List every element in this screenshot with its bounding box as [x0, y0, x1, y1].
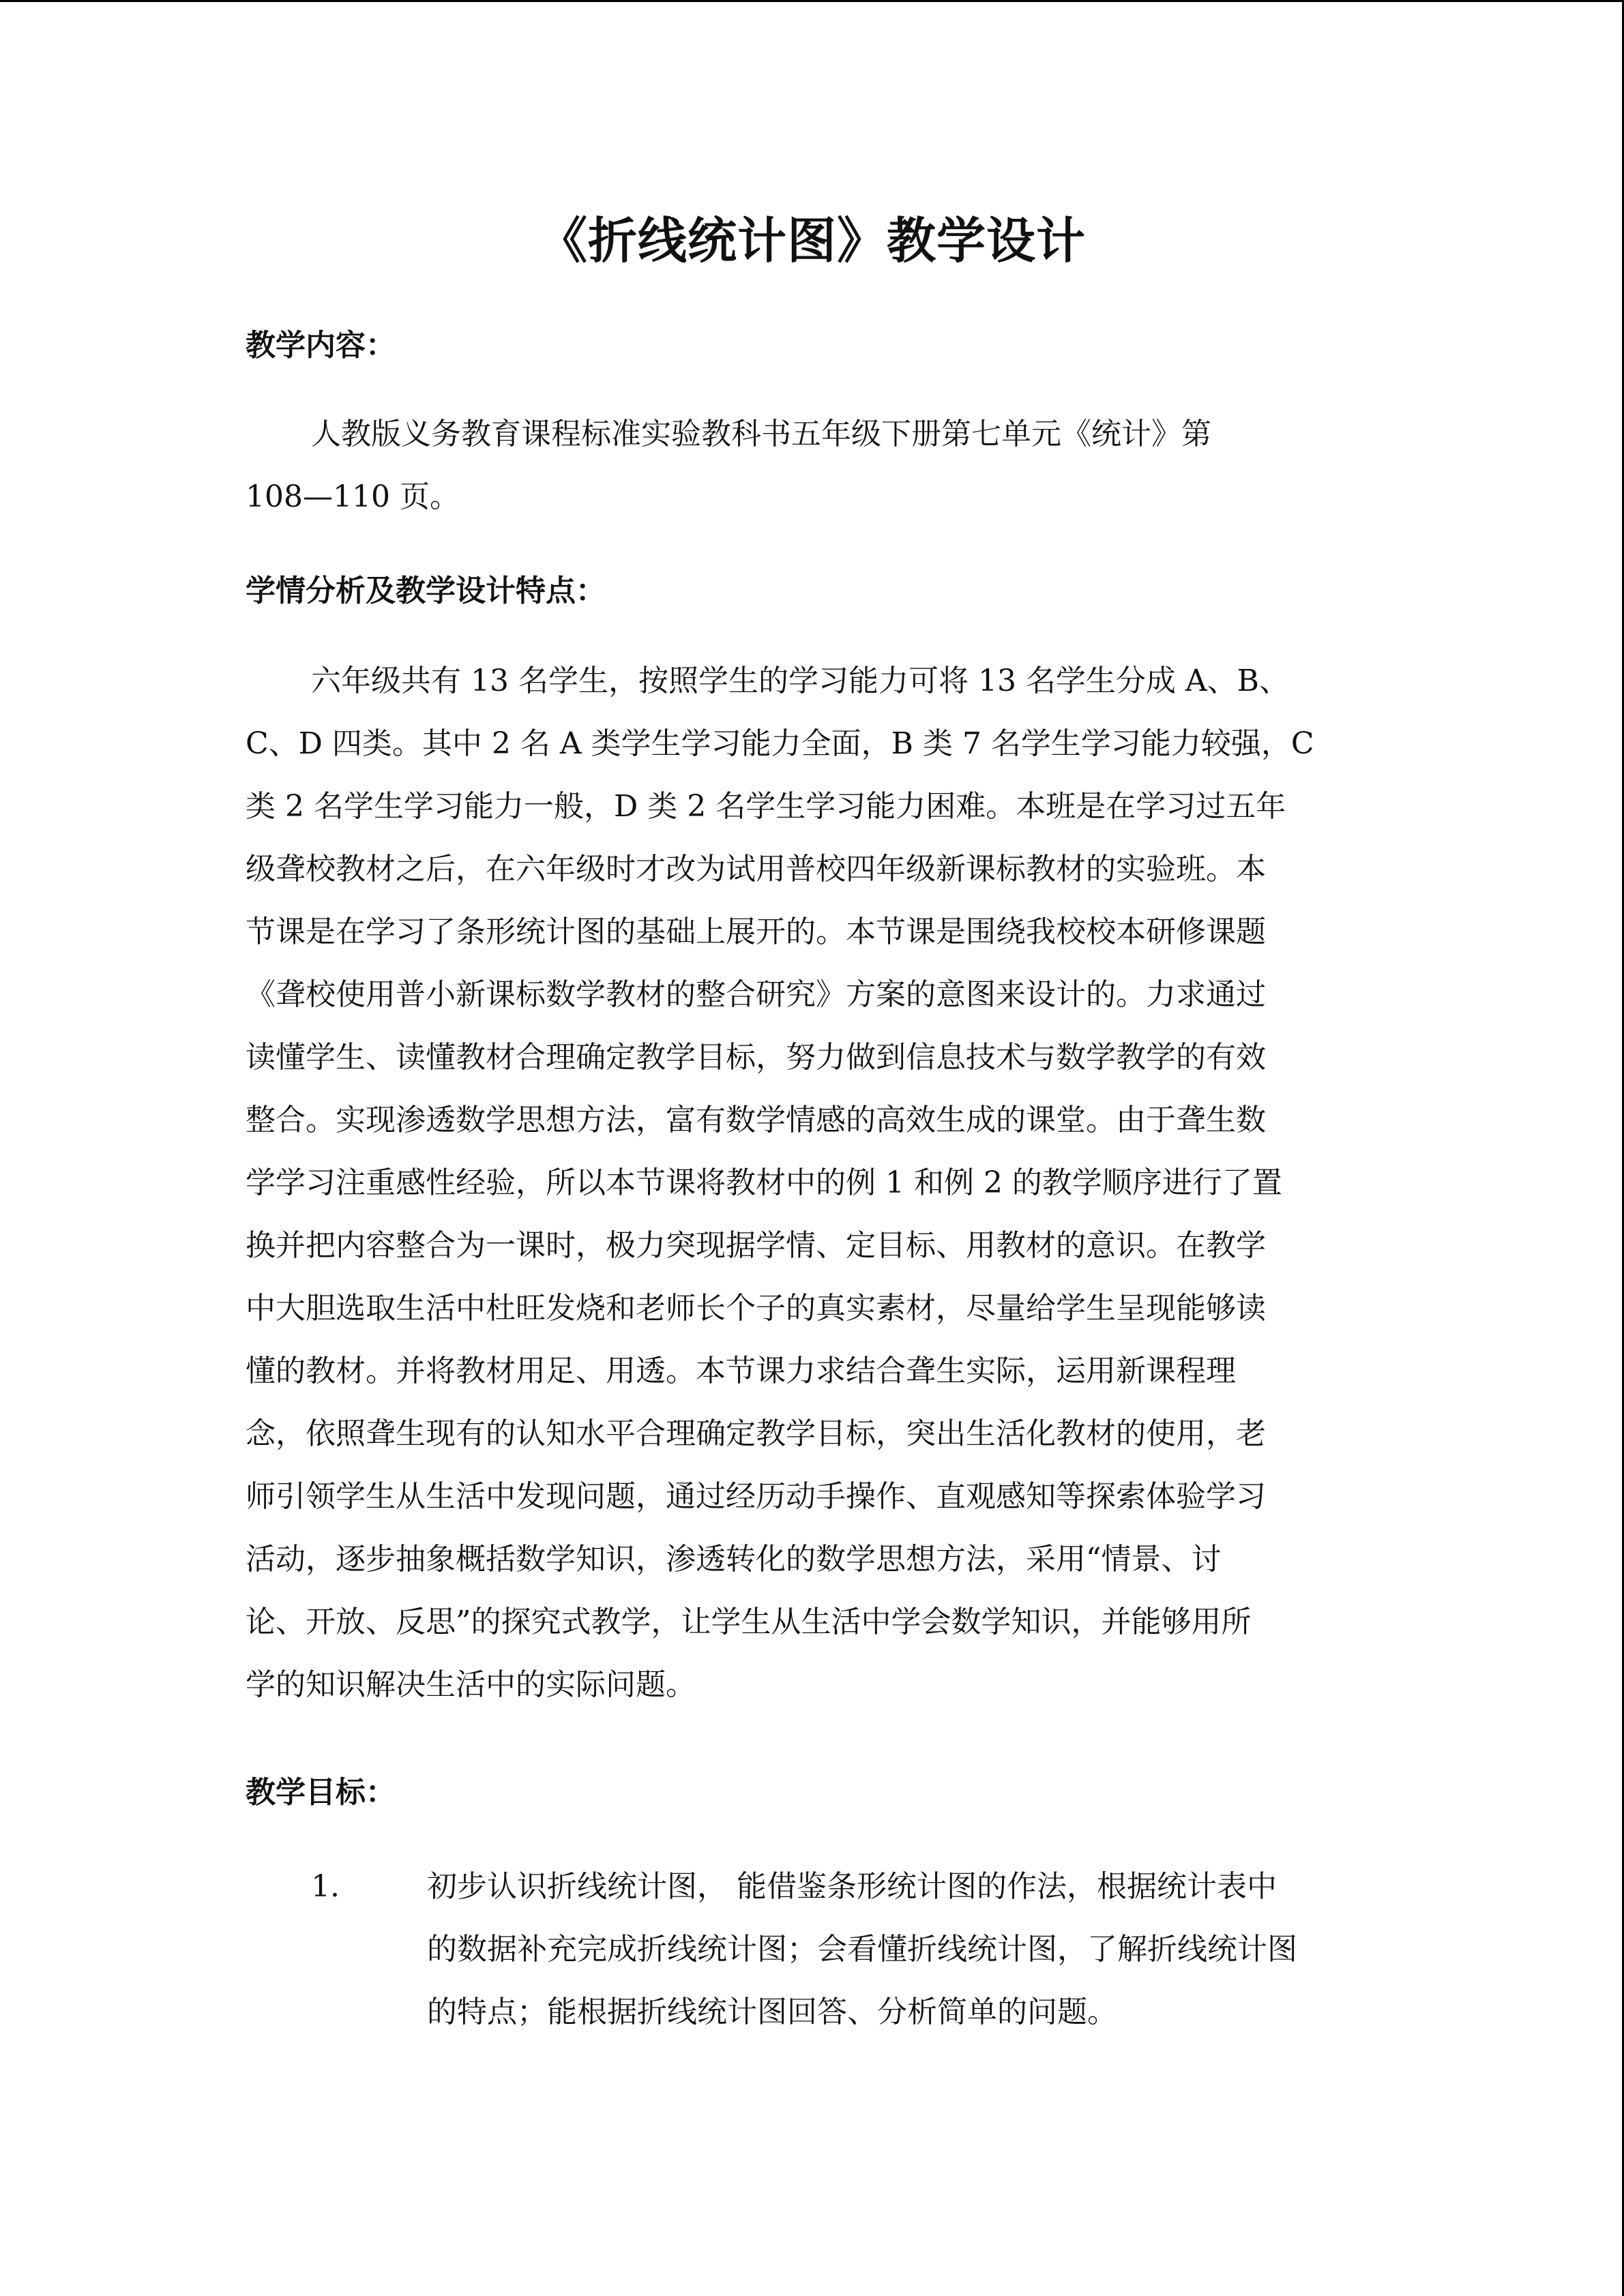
analysis-line: 师引领学生从生活中发现问题，通过经历动手操作、直观感知等探索体验学习	[246, 1479, 1266, 1514]
section-heading-goals: 教学目标：	[246, 1775, 396, 1810]
analysis-line: 级聋校教材之后，在六年级时才改为试用普校四年级新课标教材的实验班。本	[246, 852, 1266, 886]
analysis-line: 论、开放、反思”的探究式教学，让学生从生活中学会数学知识，并能够用所	[246, 1605, 1252, 1639]
goal-item-line: 初步认识折线统计图， 能借鉴条形统计图的作法，根据统计表中	[427, 1869, 1277, 1904]
content-line: 人教版义务教育课程标准实验教科书五年级下册第七单元《统计》第	[311, 417, 1211, 451]
analysis-line: 节课是在学习了条形统计图的基础上展开的。本节课是围绕我校校本研修课题	[246, 914, 1266, 949]
analysis-line: 中大胆选取生活中杜旺发烧和老师长个子的真实素材，尽量给学生呈现能够读	[246, 1291, 1266, 1326]
analysis-line: 念，依照聋生现有的认知水平合理确定教学目标，突出生活化教材的使用，老	[246, 1416, 1266, 1451]
content-line: 108—110 页。	[246, 479, 460, 514]
analysis-line: 读懂学生、读懂教材合理确定教学目标，努力做到信息技术与数学教学的有效	[246, 1040, 1266, 1075]
analysis-line: 类 2 名学生学习能力一般，D 类 2 名学生学习能力困难。本班是在学习过五年	[246, 789, 1286, 824]
goal-item-number: 1.	[311, 1869, 340, 1904]
analysis-line: 换并把内容整合为一课时，极力突现据学情、定目标、用教材的意识。在教学	[246, 1228, 1266, 1263]
analysis-line: C、D 四类。其中 2 名 A 类学生学习能力全面，B 类 7 名学生学习能力较强，C	[246, 726, 1314, 761]
goal-item-line: 的特点；能根据折线统计图回答、分析简单的问题。	[427, 1995, 1117, 2029]
section-heading-analysis: 学情分析及教学设计特点：	[246, 573, 606, 608]
goal-item-text	[427, 1855, 1396, 2044]
goal-item-line: 的数据补充完成折线统计图；会看懂折线统计图，了解折线统计图	[427, 1932, 1297, 1967]
analysis-line: 《聋校使用普小新课标数学教材的整合研究》方案的意图来设计的。力求通过	[246, 977, 1266, 1012]
analysis-line: 懂的教材。并将教材用足、用透。本节课力求结合聋生实际，运用新课程理	[246, 1354, 1236, 1388]
analysis-line: 活动，逐步抽象概括数学知识，渗透转化的数学思想方法，采用“情景、讨	[246, 1542, 1222, 1577]
document-title: 《折线统计图》教学设计	[537, 211, 1086, 269]
analysis-line: 整合。实现渗透数学思想方法，富有数学情感的高效生成的课堂。由于聋生数	[246, 1103, 1266, 1137]
section-heading-content: 教学内容：	[246, 328, 396, 363]
analysis-line: 六年级共有 13 名学生，按照学生的学习能力可将 13 名学生分成 A、B、	[311, 664, 1290, 698]
analysis-line: 学的知识解决生活中的实际问题。	[246, 1667, 696, 1702]
analysis-line: 学学习注重感性经验，所以本节课将教材中的例 1 和例 2 的教学顺序进行了置	[246, 1165, 1282, 1200]
